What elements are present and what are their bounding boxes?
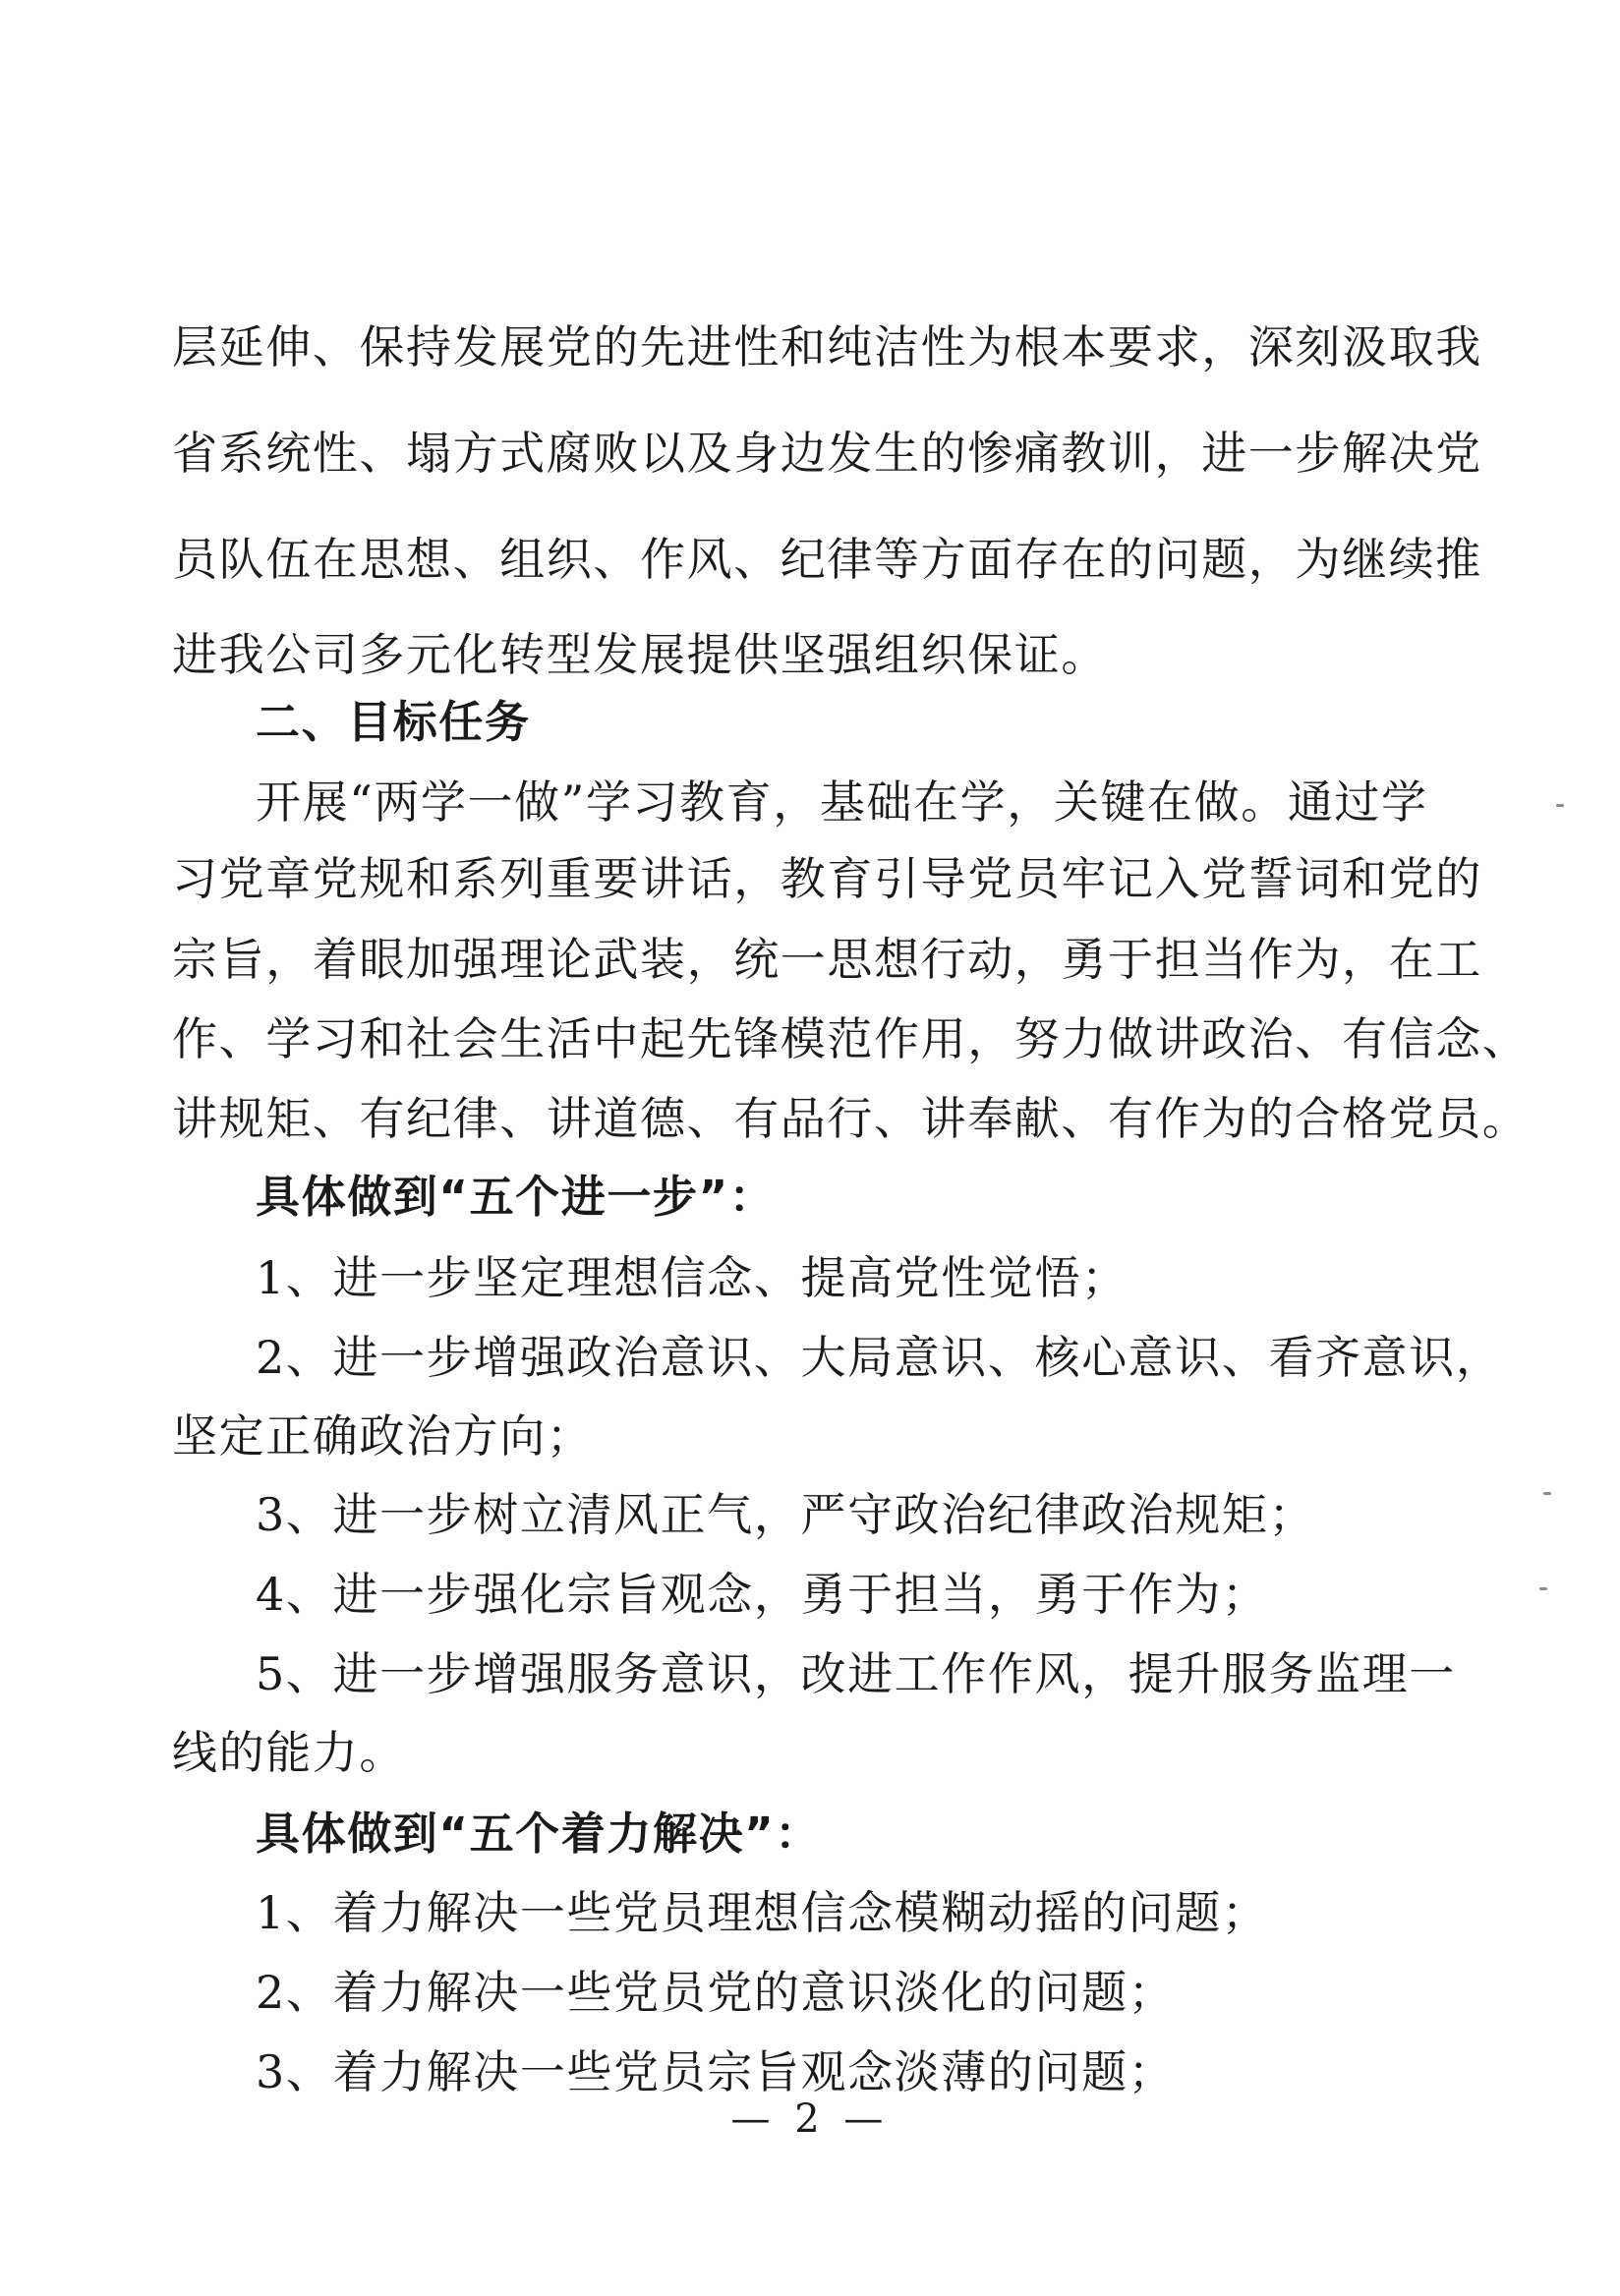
scan-speck — [1543, 1492, 1551, 1495]
paragraph-line: 员队伍在思想、组织、作风、纪律等方面存在的问题，为继续推 — [172, 533, 1482, 586]
paragraph-line: 习党章党规和系列重要讲话，教育引导党员牢记入党誓词和党的 — [172, 852, 1482, 905]
list-item: 3、进一步树立清风正气，严守政治纪律政治规矩； — [256, 1488, 1316, 1541]
list-item-continuation: 坚定正确政治方向； — [172, 1409, 594, 1463]
list-item: 1、着力解决一些党员理想信念模糊动摇的问题； — [256, 1886, 1269, 1939]
list-item: 4、进一步强化宗旨观念，勇于担当，勇于作为； — [256, 1568, 1269, 1621]
scan-speck — [1539, 1587, 1547, 1590]
list-item: 5、进一步增强服务意识，改进工作作风，提升服务监理一 — [256, 1647, 1456, 1700]
paragraph-line: 开展“两学一做”学习教育，基础在学，关键在做。通过学 — [256, 775, 1428, 829]
list-item: 2、进一步增强政治意识、大局意识、核心意识、看齐意识， — [256, 1331, 1503, 1384]
subheading: 具体做到“五个进一步”： — [256, 1171, 776, 1223]
paragraph-line: 省系统性、塌方式腐败以及身边发生的惨痛教训，进一步解决党 — [172, 427, 1482, 480]
list-item: 2、着力解决一些党员党的意识淡化的问题； — [256, 1966, 1176, 2019]
list-item: 3、着力解决一些党员宗旨观念淡薄的问题； — [256, 2045, 1176, 2098]
section-heading: 二、目标任务 — [256, 696, 531, 748]
list-item-continuation: 线的能力。 — [172, 1726, 406, 1779]
paragraph-line: 宗旨，着眼加强理论武装，统一思想行动，勇于担当作为，在工 — [172, 933, 1482, 986]
paragraph-line: 层延伸、保持发展党的先进性和纯洁性为根本要求，深刻汲取我 — [172, 320, 1482, 373]
paragraph-line: 作、学习和社会生活中起先锋模范作用，努力做讲政治、有信念、 — [172, 1012, 1530, 1065]
paragraph-line: 讲规矩、有纪律、讲道德、有品行、讲奉献、有作为的合格党员。 — [172, 1092, 1530, 1145]
page-number: — 2 — — [730, 2096, 890, 2142]
list-item: 1、进一步坚定理想信念、提高党性觉悟； — [256, 1251, 1128, 1304]
paragraph-line: 进我公司多元化转型发展提供坚强组织保证。 — [172, 628, 1108, 681]
subheading: 具体做到“五个着力解决”： — [256, 1808, 821, 1860]
scan-speck — [1556, 804, 1564, 807]
